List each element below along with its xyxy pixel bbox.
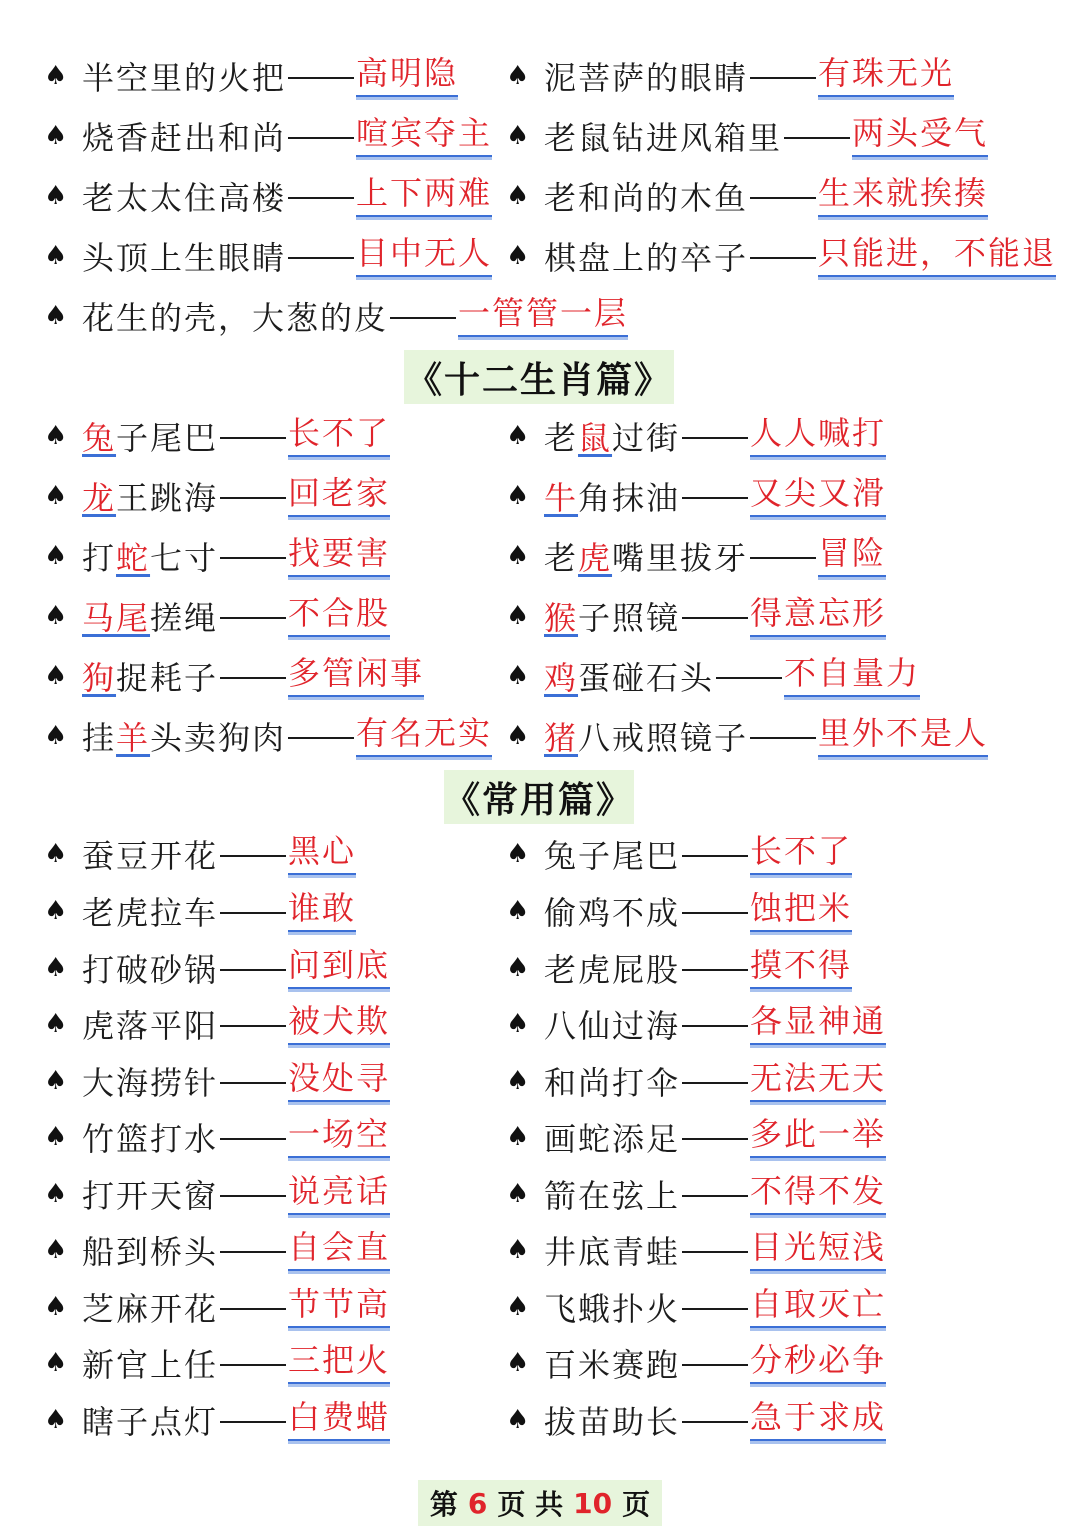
spade-icon: ♠ xyxy=(44,721,70,751)
riddle-question: 头顶上生眼睛 xyxy=(82,239,287,277)
dash-separator xyxy=(288,737,354,739)
dash-separator xyxy=(220,969,286,971)
spade-icon: ♠ xyxy=(44,481,70,511)
riddle-answer: 被犬欺 xyxy=(288,1003,390,1045)
question-suffix: 角抹油 xyxy=(578,479,681,517)
riddle-item xyxy=(506,996,886,1052)
riddle-row xyxy=(0,1053,1080,1109)
riddle-item xyxy=(44,1109,390,1165)
spade-icon: ♠ xyxy=(506,839,532,869)
riddle-question: 八仙过海 xyxy=(544,1007,681,1045)
riddle-row xyxy=(0,48,1080,104)
riddle-row xyxy=(0,288,1080,344)
riddle-answer: 无法无天 xyxy=(750,1060,886,1102)
riddle-question xyxy=(544,593,680,639)
riddle-answer: 说亮话 xyxy=(288,1173,390,1215)
riddle-answer: 自取灭亡 xyxy=(750,1286,886,1328)
riddle-item xyxy=(44,1222,390,1278)
dash-separator xyxy=(220,497,286,499)
spade-icon: ♠ xyxy=(44,1348,70,1378)
dash-separator xyxy=(390,317,456,319)
dash-separator xyxy=(750,197,816,199)
riddle-row xyxy=(0,883,1080,939)
question-suffix: 头卖狗肉 xyxy=(150,719,287,757)
riddle-answer: 喧宾夺主 xyxy=(356,115,492,157)
riddle-item xyxy=(44,288,628,344)
spade-icon: ♠ xyxy=(506,721,532,751)
spade-icon: ♠ xyxy=(44,839,70,869)
dash-separator xyxy=(750,737,816,739)
spade-icon: ♠ xyxy=(44,301,70,331)
zodiac-animal: 猪 xyxy=(544,719,579,757)
riddle-question: 百米赛跑 xyxy=(544,1346,681,1384)
riddle-answer: 不得不发 xyxy=(750,1173,886,1215)
spade-icon: ♠ xyxy=(506,241,532,271)
riddle-item xyxy=(506,648,920,704)
dash-separator xyxy=(682,855,748,857)
dash-separator xyxy=(288,257,354,259)
riddle-item xyxy=(506,108,988,164)
zodiac-animal: 牛 xyxy=(544,479,579,517)
riddle-item xyxy=(44,168,492,224)
question-prefix: 挂 xyxy=(82,719,117,757)
riddle-answer: 又尖又滑 xyxy=(750,475,886,517)
dash-separator xyxy=(682,1138,748,1140)
riddle-answer: 长不了 xyxy=(750,833,852,875)
question-suffix: 王跳海 xyxy=(116,479,219,517)
riddle-item xyxy=(506,940,852,996)
question-prefix: 老 xyxy=(544,419,579,457)
riddle-row xyxy=(0,108,1080,164)
spade-icon: ♠ xyxy=(44,61,70,91)
riddle-row xyxy=(0,1109,1080,1165)
riddle-row xyxy=(0,588,1080,644)
spade-icon: ♠ xyxy=(44,421,70,451)
riddle-question: 新官上任 xyxy=(82,1346,219,1384)
riddle-answer: 只能进，不能退 xyxy=(818,235,1056,277)
dash-separator xyxy=(220,557,286,559)
spade-icon: ♠ xyxy=(506,1405,532,1435)
spade-icon: ♠ xyxy=(506,601,532,631)
riddle-item xyxy=(506,1053,886,1109)
dash-separator xyxy=(220,1195,286,1197)
riddle-item xyxy=(506,168,988,224)
riddle-question: 井底青蛙 xyxy=(544,1233,681,1271)
dash-separator xyxy=(682,969,748,971)
riddle-answer: 多管闲事 xyxy=(288,655,424,697)
spade-icon: ♠ xyxy=(44,541,70,571)
dash-separator xyxy=(682,1308,748,1310)
spade-icon: ♠ xyxy=(506,1292,532,1322)
riddle-question: 虎落平阳 xyxy=(82,1007,219,1045)
riddle-row xyxy=(0,940,1080,996)
riddle-question: 打开天窗 xyxy=(82,1177,219,1215)
riddle-answer: 蚀把米 xyxy=(750,890,852,932)
spade-icon: ♠ xyxy=(506,1066,532,1096)
riddle-item xyxy=(44,1279,390,1335)
riddle-answer: 白费蜡 xyxy=(288,1399,390,1441)
dash-separator xyxy=(682,1251,748,1253)
spade-icon: ♠ xyxy=(506,953,532,983)
spade-icon: ♠ xyxy=(44,1235,70,1265)
riddle-answer: 回老家 xyxy=(288,475,390,517)
riddle-question: 老鼠钻进风箱里 xyxy=(544,119,783,157)
riddle-answer: 有珠无光 xyxy=(818,55,954,97)
riddle-item xyxy=(44,468,390,524)
spade-icon: ♠ xyxy=(506,61,532,91)
dash-separator xyxy=(682,1082,748,1084)
riddle-answer: 一管管一层 xyxy=(458,295,628,337)
riddle-row xyxy=(0,1166,1080,1222)
dash-separator xyxy=(750,557,816,559)
riddle-answer: 生来就挨揍 xyxy=(818,175,988,217)
riddle-item xyxy=(506,1166,886,1222)
zodiac-animal: 猴 xyxy=(544,599,579,637)
page-label-mid: 页 共 xyxy=(497,1488,564,1521)
riddle-question xyxy=(82,653,218,699)
riddle-item xyxy=(506,408,886,464)
riddle-question xyxy=(544,413,680,459)
riddle-row xyxy=(0,1222,1080,1278)
riddle-answer: 多此一举 xyxy=(750,1116,886,1158)
spade-icon: ♠ xyxy=(44,661,70,691)
zodiac-animal: 羊 xyxy=(116,719,151,757)
riddle-answer: 找要害 xyxy=(288,535,390,577)
riddle-question: 竹篮打水 xyxy=(82,1120,219,1158)
riddle-question xyxy=(82,593,218,639)
spade-icon: ♠ xyxy=(506,661,532,691)
riddle-item xyxy=(44,708,492,764)
dash-separator xyxy=(682,437,748,439)
dash-separator xyxy=(288,77,354,79)
dash-separator xyxy=(750,77,816,79)
spade-icon: ♠ xyxy=(44,1405,70,1435)
riddle-row xyxy=(0,1335,1080,1391)
riddle-question: 箭在弦上 xyxy=(544,1177,681,1215)
dash-separator xyxy=(682,1025,748,1027)
riddle-item xyxy=(44,826,356,882)
spade-icon: ♠ xyxy=(44,953,70,983)
riddle-item xyxy=(506,1335,886,1391)
zodiac-animal: 鸡 xyxy=(544,659,579,697)
spade-icon: ♠ xyxy=(44,121,70,151)
question-suffix: 过街 xyxy=(612,419,681,457)
riddle-item xyxy=(506,708,988,764)
riddle-item xyxy=(44,48,458,104)
dash-separator xyxy=(784,137,850,139)
riddle-row xyxy=(0,168,1080,224)
page-indicator xyxy=(418,1480,662,1526)
spade-icon: ♠ xyxy=(44,1179,70,1209)
question-suffix: 八戒照镜子 xyxy=(578,719,749,757)
riddle-answer: 谁敢 xyxy=(288,890,356,932)
dash-separator xyxy=(682,497,748,499)
question-prefix: 老 xyxy=(544,539,579,577)
page-label-pre: 第 xyxy=(429,1488,458,1521)
spade-icon: ♠ xyxy=(44,601,70,631)
riddle-item xyxy=(506,883,852,939)
riddle-answer: 自会直 xyxy=(288,1229,390,1271)
spade-icon: ♠ xyxy=(506,1009,532,1039)
dash-separator xyxy=(220,1082,286,1084)
spade-icon: ♠ xyxy=(44,896,70,926)
riddle-row xyxy=(0,228,1080,284)
riddle-row xyxy=(0,528,1080,584)
riddle-item xyxy=(506,1279,886,1335)
riddle-item xyxy=(44,648,424,704)
riddle-question: 大海捞针 xyxy=(82,1064,219,1102)
riddle-item xyxy=(44,1335,390,1391)
riddle-question: 老虎屁股 xyxy=(544,951,681,989)
section-title-common: 《常用篇》 xyxy=(444,770,634,824)
spade-icon: ♠ xyxy=(44,1292,70,1322)
dash-separator xyxy=(220,912,286,914)
riddle-item xyxy=(44,883,356,939)
dash-separator xyxy=(220,677,286,679)
riddle-item xyxy=(44,1053,390,1109)
riddle-row xyxy=(0,826,1080,882)
riddle-question xyxy=(544,713,748,759)
riddle-item xyxy=(506,1392,886,1448)
spade-icon: ♠ xyxy=(44,1122,70,1152)
riddle-question: 飞蛾扑火 xyxy=(544,1290,681,1328)
riddle-answer: 人人喊打 xyxy=(750,415,886,457)
riddle-row xyxy=(0,1279,1080,1335)
riddle-question xyxy=(544,533,748,579)
spade-icon: ♠ xyxy=(506,1122,532,1152)
dash-separator xyxy=(682,912,748,914)
dash-separator xyxy=(220,855,286,857)
riddle-answer: 长不了 xyxy=(288,415,390,457)
question-suffix: 子照镜 xyxy=(578,599,681,637)
dash-separator xyxy=(682,1364,748,1366)
riddle-item xyxy=(44,408,390,464)
riddle-question: 兔子尾巴 xyxy=(544,837,681,875)
dash-separator xyxy=(288,197,354,199)
spade-icon: ♠ xyxy=(44,241,70,271)
riddle-item xyxy=(506,468,886,524)
riddle-answer: 目光短浅 xyxy=(750,1229,886,1271)
question-prefix: 打 xyxy=(82,539,117,577)
riddle-question: 半空里的火把 xyxy=(82,59,287,97)
riddle-question xyxy=(82,413,218,459)
spade-icon: ♠ xyxy=(44,1009,70,1039)
dash-separator xyxy=(220,1421,286,1423)
dash-separator xyxy=(682,1421,748,1423)
spade-icon: ♠ xyxy=(44,181,70,211)
dash-separator xyxy=(716,677,782,679)
section-title-zodiac: 《十二生肖篇》 xyxy=(404,350,674,404)
spade-icon: ♠ xyxy=(506,421,532,451)
spade-icon: ♠ xyxy=(506,1348,532,1378)
riddle-item xyxy=(506,588,886,644)
riddle-answer: 摸不得 xyxy=(750,947,852,989)
zodiac-animal: 蛇 xyxy=(116,539,151,577)
riddle-question: 花生的壳，大葱的皮 xyxy=(82,299,389,337)
spade-icon: ♠ xyxy=(506,541,532,571)
riddle-answer: 冒险 xyxy=(818,535,886,577)
riddle-answer: 上下两难 xyxy=(356,175,492,217)
riddle-question: 老虎拉车 xyxy=(82,894,219,932)
page-label-post: 页 xyxy=(622,1488,651,1521)
riddle-question: 瞎子点灯 xyxy=(82,1403,219,1441)
question-suffix: 子尾巴 xyxy=(116,419,219,457)
riddle-item xyxy=(506,826,852,882)
riddle-item xyxy=(44,996,390,1052)
riddle-answer: 没处寻 xyxy=(288,1060,390,1102)
spade-icon: ♠ xyxy=(44,1066,70,1096)
dash-separator xyxy=(220,1364,286,1366)
riddle-question: 拔苗助长 xyxy=(544,1403,681,1441)
zodiac-animal: 马尾 xyxy=(82,599,151,637)
spade-icon: ♠ xyxy=(506,121,532,151)
riddle-item xyxy=(44,940,390,996)
zodiac-animal: 兔 xyxy=(82,419,117,457)
riddle-question: 芝麻开花 xyxy=(82,1290,219,1328)
riddle-item xyxy=(44,1392,390,1448)
riddle-answer: 不合股 xyxy=(288,595,390,637)
spade-icon: ♠ xyxy=(506,481,532,511)
riddle-answer: 节节高 xyxy=(288,1286,390,1328)
riddle-answer: 三把火 xyxy=(288,1342,390,1384)
riddle-answer: 两头受气 xyxy=(852,115,988,157)
dash-separator xyxy=(220,1138,286,1140)
riddle-item xyxy=(506,48,954,104)
riddle-item xyxy=(506,1109,886,1165)
riddle-item xyxy=(44,528,390,584)
riddle-question: 和尚打伞 xyxy=(544,1064,681,1102)
riddle-answer: 各显神通 xyxy=(750,1003,886,1045)
riddle-row xyxy=(0,708,1080,764)
riddle-question xyxy=(82,533,218,579)
spade-icon: ♠ xyxy=(506,896,532,926)
riddle-row xyxy=(0,648,1080,704)
riddle-row xyxy=(0,996,1080,1052)
riddle-item xyxy=(44,588,390,644)
dash-separator xyxy=(220,617,286,619)
riddle-item xyxy=(506,228,1056,284)
riddle-row xyxy=(0,468,1080,524)
riddle-row xyxy=(0,408,1080,464)
riddle-answer: 得意忘形 xyxy=(750,595,886,637)
current-page-number: 6 xyxy=(467,1486,488,1520)
total-page-number: 10 xyxy=(573,1486,613,1520)
riddle-question: 船到桥头 xyxy=(82,1233,219,1271)
riddle-question: 泥菩萨的眼睛 xyxy=(544,59,749,97)
dash-separator xyxy=(682,617,748,619)
riddle-question xyxy=(544,653,714,699)
riddle-question xyxy=(544,473,680,519)
riddle-answer: 高明隐 xyxy=(356,55,458,97)
riddle-question: 老太太住高楼 xyxy=(82,179,287,217)
question-suffix: 蛋碰石头 xyxy=(578,659,715,697)
dash-separator xyxy=(220,1025,286,1027)
question-suffix: 搓绳 xyxy=(150,599,219,637)
dash-separator xyxy=(220,1308,286,1310)
riddle-question: 老和尚的木鱼 xyxy=(544,179,749,217)
riddle-answer: 里外不是人 xyxy=(818,715,988,757)
riddle-item xyxy=(506,1222,886,1278)
riddle-answer: 黑心 xyxy=(288,833,356,875)
dash-separator xyxy=(220,1251,286,1253)
dash-separator xyxy=(682,1195,748,1197)
riddle-item xyxy=(44,108,492,164)
riddle-question: 打破砂锅 xyxy=(82,951,219,989)
riddle-row xyxy=(0,1392,1080,1448)
riddle-question: 棋盘上的卒子 xyxy=(544,239,749,277)
riddle-question xyxy=(82,473,218,519)
spade-icon: ♠ xyxy=(506,181,532,211)
dash-separator xyxy=(220,437,286,439)
riddle-answer: 有名无实 xyxy=(356,715,492,757)
riddle-question: 偷鸡不成 xyxy=(544,894,681,932)
dash-separator xyxy=(288,137,354,139)
zodiac-animal: 龙 xyxy=(82,479,117,517)
riddle-question: 画蛇添足 xyxy=(544,1120,681,1158)
riddle-question: 蚕豆开花 xyxy=(82,837,219,875)
riddle-item xyxy=(44,1166,390,1222)
zodiac-animal: 虎 xyxy=(578,539,613,577)
riddle-answer: 问到底 xyxy=(288,947,390,989)
zodiac-animal: 鼠 xyxy=(578,419,613,457)
zodiac-animal: 狗 xyxy=(82,659,117,697)
riddle-answer: 一场空 xyxy=(288,1116,390,1158)
question-suffix: 捉耗子 xyxy=(116,659,219,697)
question-suffix: 嘴里拔牙 xyxy=(612,539,749,577)
riddle-answer: 不自量力 xyxy=(784,655,920,697)
riddle-answer: 目中无人 xyxy=(356,235,492,277)
riddle-answer: 急于求成 xyxy=(750,1399,886,1441)
spade-icon: ♠ xyxy=(506,1235,532,1265)
question-suffix: 七寸 xyxy=(150,539,219,577)
riddle-question xyxy=(82,713,286,759)
riddle-item xyxy=(44,228,492,284)
riddle-answer: 分秒必争 xyxy=(750,1342,886,1384)
spade-icon: ♠ xyxy=(506,1179,532,1209)
dash-separator xyxy=(750,257,816,259)
riddle-item xyxy=(506,528,886,584)
riddle-question: 烧香赶出和尚 xyxy=(82,119,287,157)
